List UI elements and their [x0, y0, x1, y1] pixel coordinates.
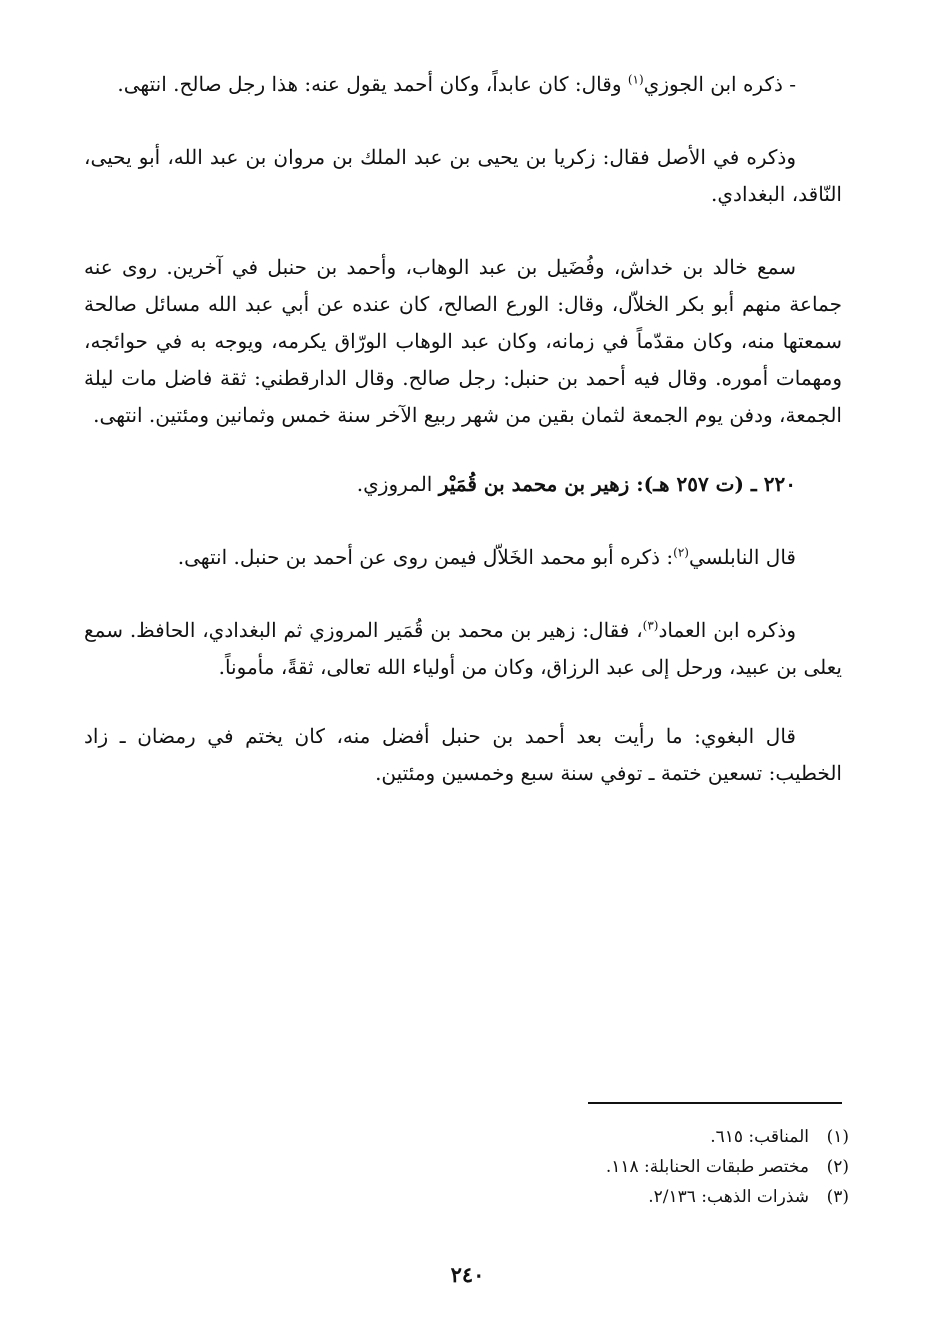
footnote-text: مختصر طبقات الحنابلة: ١١٨.: [605, 1157, 809, 1177]
paragraph-text: - ذكره ابن الجوزي: [643, 72, 796, 96]
page-body: [84, 66, 842, 828]
footnotes: [249, 1122, 849, 1212]
footnote-number: (٣): [826, 1187, 849, 1207]
footnote-ref-1[interactable]: (١): [627, 72, 644, 87]
footnote-item: [249, 1152, 849, 1182]
footnote-divider: [588, 1102, 842, 1104]
paragraph-asl: وذكره في الأصل فقال: زكريا بن يحيى بن عبد الملك بن مروان بن عبد الله، أبو يحيى، النّاقد، البغدادي.: [84, 145, 842, 206]
paragraph-text: ، فقال: زهير بن محمد بن قُمَير المروزي ثم البغدادي، الحافظ. سمع يعلى بن عبيد، ورحل إلى عبد الرزاق، وكان من أولياء الله تعالى، ثقةً، مأموناً.: [84, 618, 842, 679]
entry-heading: [84, 466, 842, 503]
paragraph-text: قال النابلسي: [688, 545, 796, 569]
paragraph-narrators: سمع خالد بن خداش، وفُضَيل بن عبد الوهاب، وأحمد بن حنبل في آخرين. روى عنه جماعة منهم أبو بكر الخلاّل، وقال: الورع الصالح، كان عنده عن أبي عبد الله مسائل صالحة سمعتها منه، وكان مقدّماً في زمانه، وكان عبد الوهاب الورّاق يكرمه، ويوجه به في حوائجه، ومهمات أموره. وقال فيه أحمد بن حنبل: رجل صالح. وقال الدارقطني: ثقة فاضل مات ليلة الجمعة، ودفن يوم الجمعة لثمان بقين من شهر ربيع الآخر سنة خمس وثمانين ومئتين. انتهى.: [84, 255, 842, 427]
footnote-item: [249, 1182, 849, 1212]
footnote-number: (٢): [826, 1157, 849, 1177]
paragraph-text: وذكره ابن العماد: [658, 618, 797, 642]
footnote-ref-3[interactable]: (٣): [642, 618, 659, 633]
paragraph-baghawi: قال البغوي: ما رأيت بعد أحمد بن حنبل أفضل منه، كان يختم في رمضان ـ زاد الخطيب: تسعين ختمة ـ توفي سنة سبع وخمسين ومئتين.: [84, 724, 842, 785]
paragraph-nabulsi: [84, 539, 842, 576]
paragraph-ibn-alimad: [84, 612, 842, 686]
footnote-ref-2[interactable]: (٢): [673, 545, 689, 560]
paragraph-text: وقال: كان عابداً، وكان أحمد يقول عنه: هذا رجل صالح. انتهى.: [117, 72, 628, 96]
paragraph-ibn-aljawzi: [84, 66, 842, 103]
page-number: ٢٤٠: [450, 1262, 485, 1287]
footnote-text: المناقب: ٦١٥.: [710, 1127, 809, 1147]
paragraph-text: : ذكره أبو محمد الخَلاّل فيمن روى عن أحمد بن حنبل. انتهى.: [177, 545, 674, 569]
entry-number-name: ٢٢٠ ـ (ت ٢٥٧ هـ): زهير بن محمد بن قُمَيْر: [438, 472, 796, 496]
footnote-text: شذرات الذهب: ٢/١٣٦.: [648, 1187, 809, 1207]
entry-nisba: المروزي.: [356, 472, 439, 496]
footnote-item: [249, 1122, 849, 1152]
footnote-number: (١): [826, 1127, 849, 1147]
